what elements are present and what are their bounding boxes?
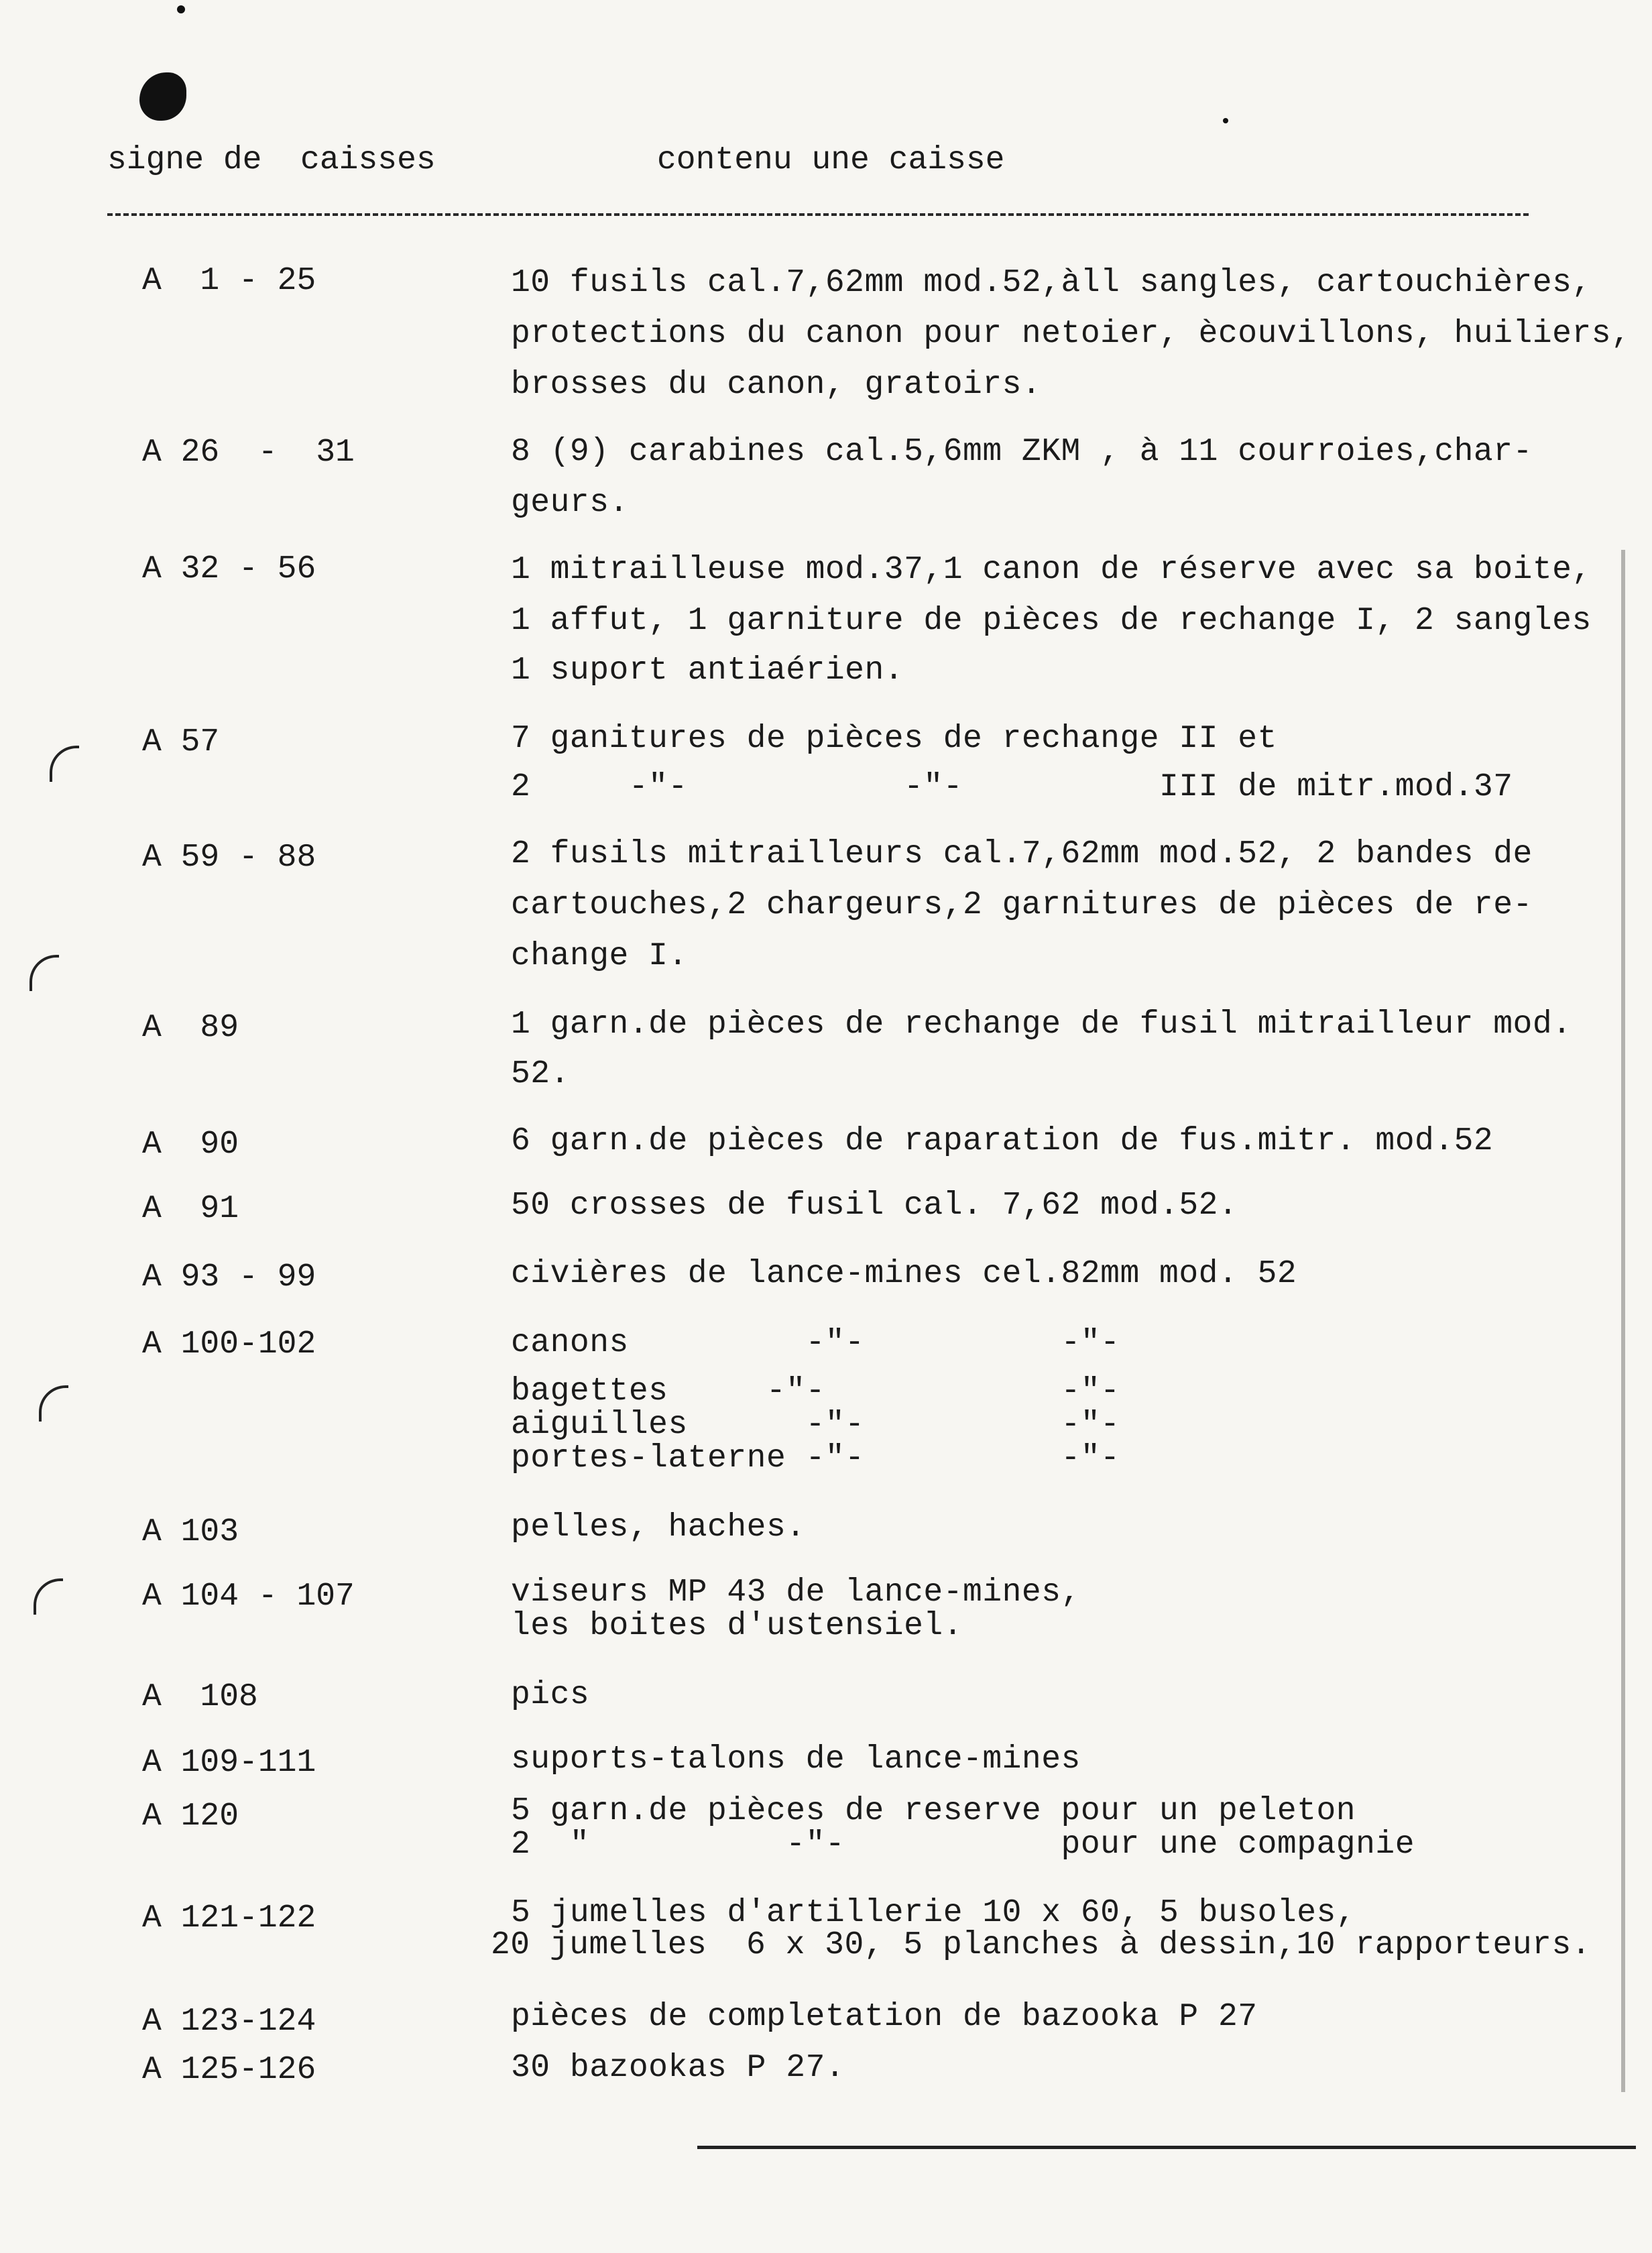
ink-dot: [177, 5, 185, 13]
row-code: A 103: [142, 1514, 239, 1550]
row-code: A 91: [142, 1191, 239, 1227]
row-code: A 90: [142, 1126, 239, 1163]
row-content-line: 2 fusils mitrailleurs cal.7,62mm mod.52, 2 bandes de: [511, 836, 1533, 872]
row-content-line: brosses du canon, gratoirs.: [511, 367, 1042, 403]
margin-mark: [30, 955, 59, 991]
row-code: A 108: [142, 1679, 258, 1715]
row-content-line: aiguilles -"- -"-: [511, 1407, 1120, 1443]
margin-mark: [39, 1385, 68, 1422]
row-content-line: portes-laterne -"- -"-: [511, 1440, 1120, 1477]
row-content-line: 2 " -"- pour une compagnie: [511, 1827, 1415, 1863]
row-content-line: 6 garn.de pièces de raparation de fus.mitr. mod.52: [511, 1123, 1494, 1159]
row-content-line: 50 crosses de fusil cal. 7,62 mod.52.: [511, 1188, 1238, 1224]
row-content-line: civières de lance-mines cel.82mm mod. 52: [511, 1256, 1297, 1292]
row-content-line: protections du canon pour netoier, ècouvillons, huiliers,: [511, 316, 1631, 352]
row-code: A 104 - 107: [142, 1578, 355, 1615]
row-content-line: cartouches,2 chargeurs,2 garnitures de pièces de re-: [511, 887, 1533, 923]
row-content-line: 5 jumelles d'artillerie 10 x 60, 5 busoles,: [511, 1895, 1356, 1931]
page-edge-shadow: [1621, 550, 1625, 2092]
row-content-line: viseurs MP 43 de lance-mines,: [511, 1574, 1081, 1611]
row-content-line: 1 affut, 1 garniture de pièces de rechange I, 2 sangles: [511, 603, 1592, 639]
row-code: A 93 - 99: [142, 1259, 316, 1295]
ink-blot: [139, 72, 186, 121]
row-content-line: geurs.: [511, 485, 629, 521]
row-content-line: 7 ganitures de pièces de rechange II et: [511, 721, 1277, 757]
row-code: A 57: [142, 724, 220, 760]
row-code: A 32 - 56: [142, 551, 316, 587]
row-content-line: 1 garn.de pièces de rechange de fusil mitrailleur mod.: [511, 1006, 1572, 1043]
page-fold-line: [697, 2146, 1636, 2149]
row-code: A 109-111: [142, 1745, 316, 1781]
header-sign-column: signe de caisses: [107, 142, 436, 178]
margin-mark: [34, 1578, 63, 1615]
row-content-line: change I.: [511, 938, 688, 974]
row-content-line: 30 bazookas P 27.: [511, 2050, 845, 2086]
row-code: A 1 - 25: [142, 263, 316, 299]
row-code: A 120: [142, 1798, 239, 1835]
row-content-line: 1 suport antiaérien.: [511, 652, 904, 689]
row-content-line: pelles, haches.: [511, 1509, 806, 1546]
row-content-line: canons -"- -"-: [511, 1325, 1120, 1361]
row-code: A 100-102: [142, 1326, 316, 1363]
row-content-line: 8 (9) carabines cal.5,6mm ZKM , à 11 courroies,char-: [511, 434, 1533, 470]
row-content-line: les boites d'ustensiel.: [511, 1608, 963, 1644]
row-content-line: 20 jumelles 6 x 30, 5 planches à dessin,10 rapporteurs.: [491, 1927, 1592, 1963]
row-code: A 123-124: [142, 2004, 316, 2040]
row-code: A 59 - 88: [142, 840, 316, 876]
margin-mark: [50, 746, 79, 782]
row-content-line: 1 mitrailleuse mod.37,1 canon de réserve avec sa boite,: [511, 552, 1592, 588]
row-content-line: pièces de completation de bazooka P 27: [511, 1999, 1258, 2035]
row-content-line: 5 garn.de pièces de reserve pour un peleton: [511, 1793, 1356, 1829]
row-code: A 26 - 31: [142, 435, 355, 471]
row-content-line: suports-talons de lance-mines: [511, 1741, 1081, 1778]
header-rule: [107, 213, 1529, 216]
ink-dot: [1223, 118, 1228, 123]
row-code: A 121-122: [142, 1900, 316, 1937]
row-content-line: 52.: [511, 1056, 570, 1092]
row-content-line: 2 -"- -"- III de mitr.mod.37: [511, 769, 1513, 805]
row-code: A 125-126: [142, 2052, 316, 2088]
row-code: A 89: [142, 1010, 239, 1046]
row-content-line: pics: [511, 1677, 590, 1713]
row-content-line: bagettes -"- -"-: [511, 1373, 1120, 1409]
header-content-column: contenu une caisse: [657, 142, 1005, 178]
row-content-line: 10 fusils cal.7,62mm mod.52,àll sangles, cartouchières,: [511, 265, 1592, 301]
